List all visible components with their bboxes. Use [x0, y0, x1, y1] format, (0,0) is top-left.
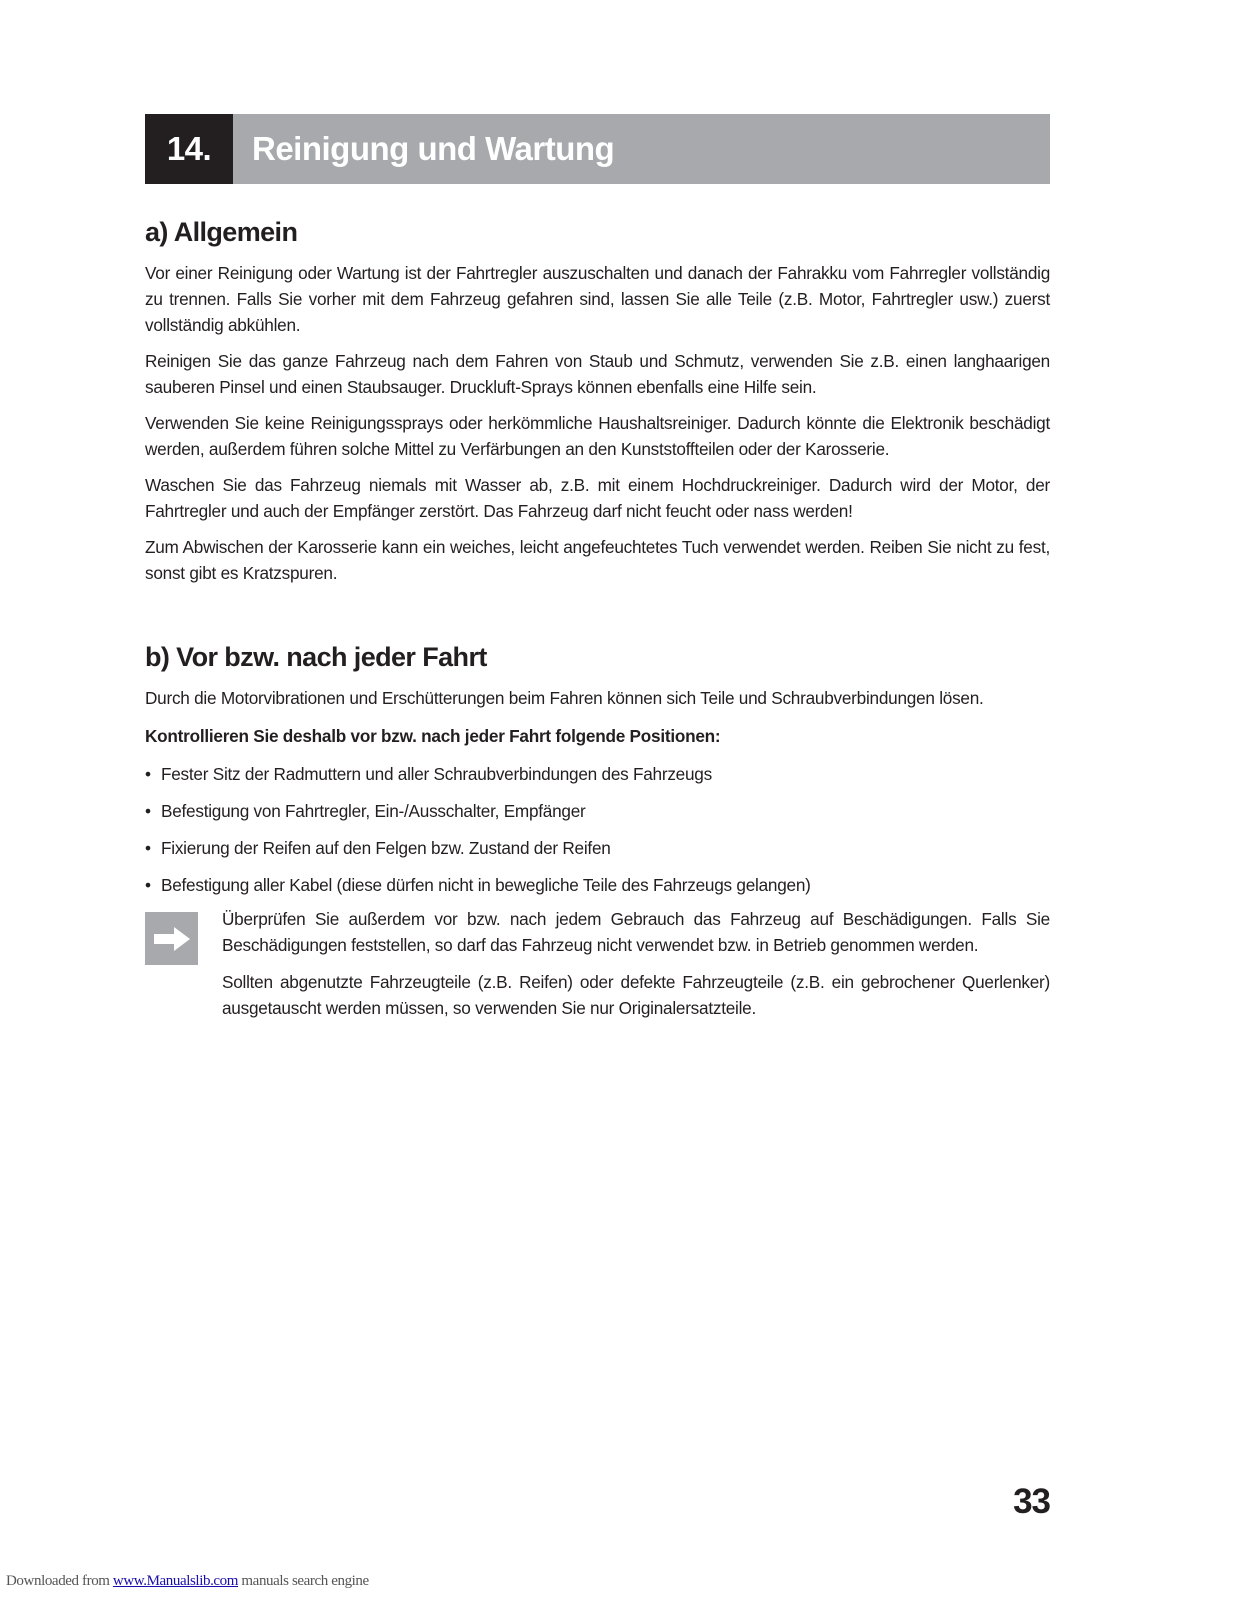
section-heading: b) Vor bzw. nach jeder Fahrt: [145, 642, 487, 672]
checklist-title: Kontrollieren Sie deshalb vor bzw. nach jeder Fahrt folgende Positionen:: [145, 726, 721, 746]
footer-suffix: manuals search engine: [238, 1573, 369, 1589]
paragraph: Verwenden Sie keine Reinigungssprays oder herkömmliche Haushaltsreiniger. Dadurch könnte die Elektronik beschädigt werden, außerdem führen solche Mittel zu Verfärbungen an den Kunststoffteilen oder der Karosserie.: [145, 413, 1050, 459]
paragraph: Durch die Motorvibrationen und Erschütterungen beim Fahren können sich Teile und Schraubverbindungen lösen.: [145, 688, 984, 708]
chapter-title: Reinigung und Wartung: [233, 114, 1050, 184]
download-footer: [6, 1573, 369, 1590]
paragraph: Reinigen Sie das ganze Fahrzeug nach dem Fahren von Staub und Schmutz, verwenden Sie z.B. einen langhaarigen sauberen Pinsel und einen Staubsauger. Druckluft-Sprays können ebenfalls eine Hilfe sein.: [145, 351, 1050, 397]
page-number: 33: [1013, 1482, 1050, 1521]
list-item: • Befestigung von Fahrtregler, Ein-/Ausschalter, Empfänger: [145, 798, 1050, 824]
note-paragraph: Überprüfen Sie außerdem vor bzw. nach jedem Gebrauch das Fahrzeug auf Beschädigungen. Falls Sie Beschädigungen feststellen, so darf das Fahrzeug nicht verwendet bzw. in Betrieb genommen werden.: [222, 909, 1050, 955]
checklist: [145, 761, 1050, 898]
paragraph: Waschen Sie das Fahrzeug niemals mit Wasser ab, z.B. mit einem Hochdruckreiniger. Dadurch wird der Motor, der Fahrtregler und auch der Empfänger zerstört. Das Fahrzeug darf nicht feucht oder nass werden!: [145, 475, 1050, 521]
list-item: • Befestigung aller Kabel (diese dürfen nicht in bewegliche Teile des Fahrzeugs gelangen): [145, 872, 1050, 898]
paragraph: Vor einer Reinigung oder Wartung ist der Fahrtregler auszuschalten und danach der Fahrakku vom Fahrregler vollständig zu trennen. Falls Sie vorher mit dem Fahrzeug gefahren sind, lassen Sie alle Teile (z.B. Motor, Fahrtregler usw.) zuerst vollständig abkühlen.: [145, 263, 1050, 335]
chapter-number: 14.: [145, 114, 233, 184]
footer-prefix: Downloaded from: [6, 1573, 113, 1589]
list-item: • Fixierung der Reifen auf den Felgen bzw. Zustand der Reifen: [145, 835, 1050, 861]
arrow-right-icon: [145, 912, 198, 965]
section-before-after-drive: [145, 641, 1050, 909]
note-paragraph: Sollten abgenutzte Fahrzeugteile (z.B. Reifen) oder defekte Fahrzeugteile (z.B. ein gebrochener Querlenker) ausgetauscht werden müssen, so verwenden Sie nur Originalersatzteile.: [222, 972, 1050, 1018]
section-general: [145, 216, 1050, 596]
note-block: [145, 906, 1050, 1032]
list-item: • Fester Sitz der Radmuttern und aller Schraubverbindungen des Fahrzeugs: [145, 761, 1050, 787]
footer-link[interactable]: www.Manualslib.com: [112, 1573, 239, 1589]
chapter-header: [145, 114, 1050, 184]
paragraph: Zum Abwischen der Karosserie kann ein weiches, leicht angefeuchtetes Tuch verwendet werden. Reiben Sie nicht zu fest, sonst gibt es Kratzspuren.: [145, 537, 1050, 583]
section-heading: a) Allgemein: [145, 217, 298, 247]
